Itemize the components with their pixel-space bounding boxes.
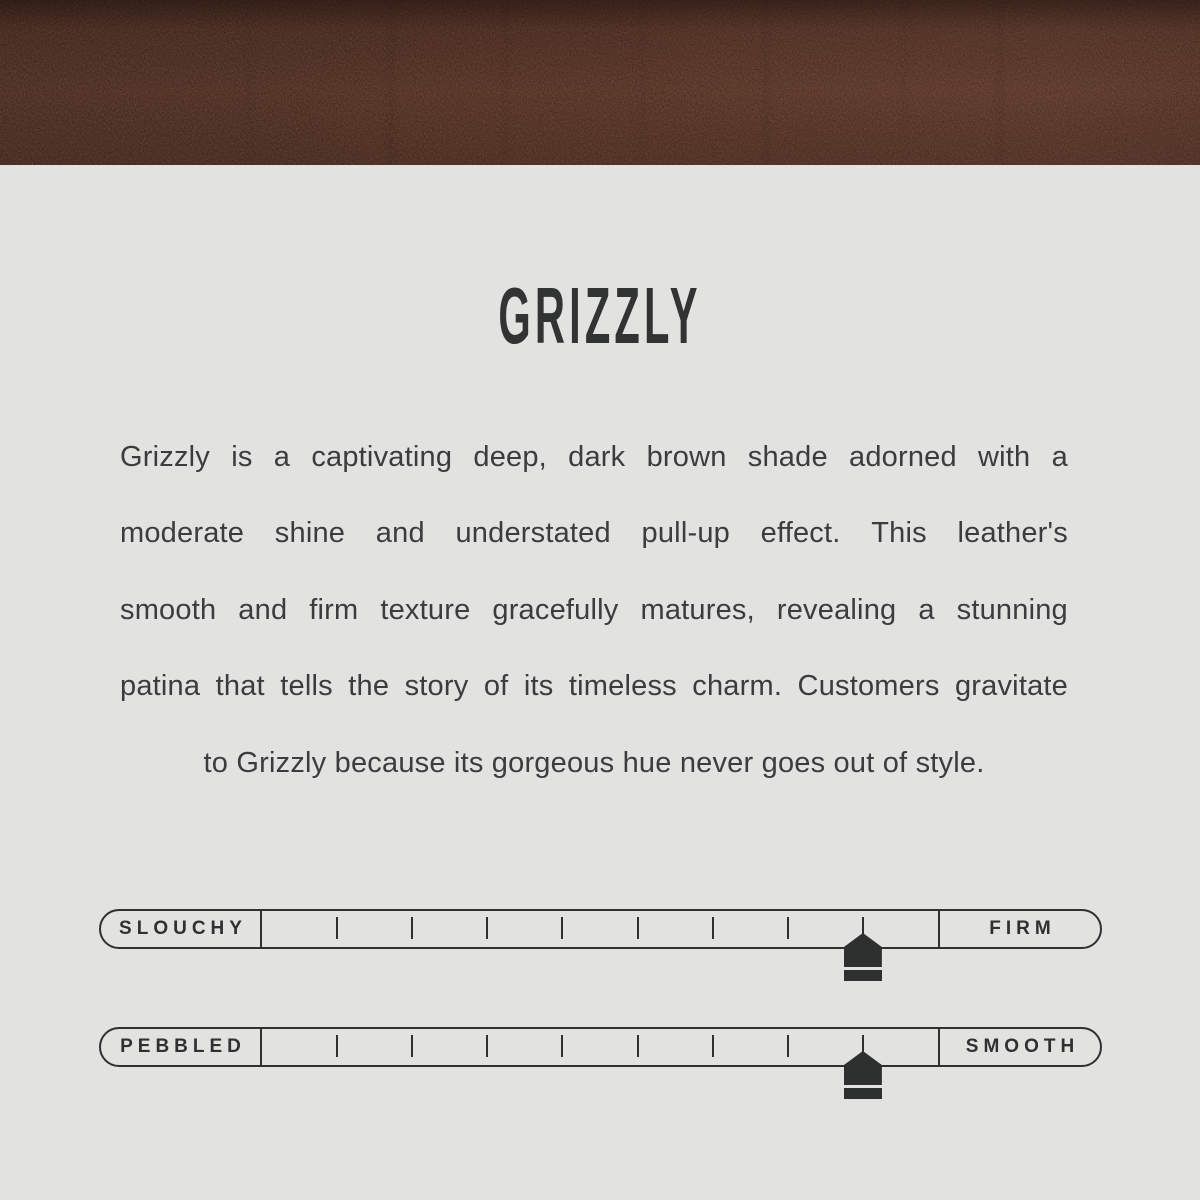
drape-scale-left-label: SLOUCHY [119, 918, 247, 939]
drape-scale-track [262, 911, 938, 947]
scale-marker-pointer [844, 1051, 882, 1085]
description-line: moderate shine and understated pull-up effect. This leather's [120, 517, 1068, 550]
scale-tick [561, 1035, 563, 1057]
grain-scale-left-label: PEBBLED [120, 1036, 246, 1057]
scale-tick [712, 917, 714, 939]
description-line: smooth and firm texture gracefully matures, revealing a stunning [120, 593, 1068, 626]
scale-marker-pointer [844, 933, 882, 967]
drape-scale-right-section [938, 911, 1100, 947]
scale-tick [486, 1035, 488, 1057]
grain-scale-right-label: SMOOTH [965, 1036, 1080, 1057]
scale-tick [712, 1035, 714, 1057]
grain-scale [99, 1027, 1102, 1067]
scale-tick [787, 917, 789, 939]
scale-tick [411, 917, 413, 939]
grain-scale-left-section [101, 1029, 262, 1065]
scale-tick [486, 917, 488, 939]
description-line: to Grizzly because its gorgeous hue never goes out of style. [203, 747, 985, 779]
grain-scale-track [262, 1029, 938, 1065]
description-line: patina that tells the story of its timeless charm. Customers gravitate [120, 670, 1068, 703]
scale-tick [561, 917, 563, 939]
scale-tick [336, 1035, 338, 1057]
scale-tick [637, 917, 639, 939]
scale-marker-base [844, 970, 882, 981]
scale-tick [637, 1035, 639, 1057]
scale-tick [411, 1035, 413, 1057]
grain-scale-right-section [938, 1029, 1100, 1065]
drape-scale [99, 909, 1102, 949]
drape-scale-left-section [101, 911, 262, 947]
description [120, 419, 1068, 802]
scale-tick [787, 1035, 789, 1057]
scale-marker-base [844, 1088, 882, 1099]
description-line: Grizzly is a captivating deep, dark brown shade adorned with a [120, 440, 1068, 473]
drape-scale-right-label: FIRM [989, 918, 1056, 939]
scale-tick [336, 917, 338, 939]
leather-texture-banner [0, 0, 1200, 165]
page-title: GRIZZLY [498, 271, 702, 360]
